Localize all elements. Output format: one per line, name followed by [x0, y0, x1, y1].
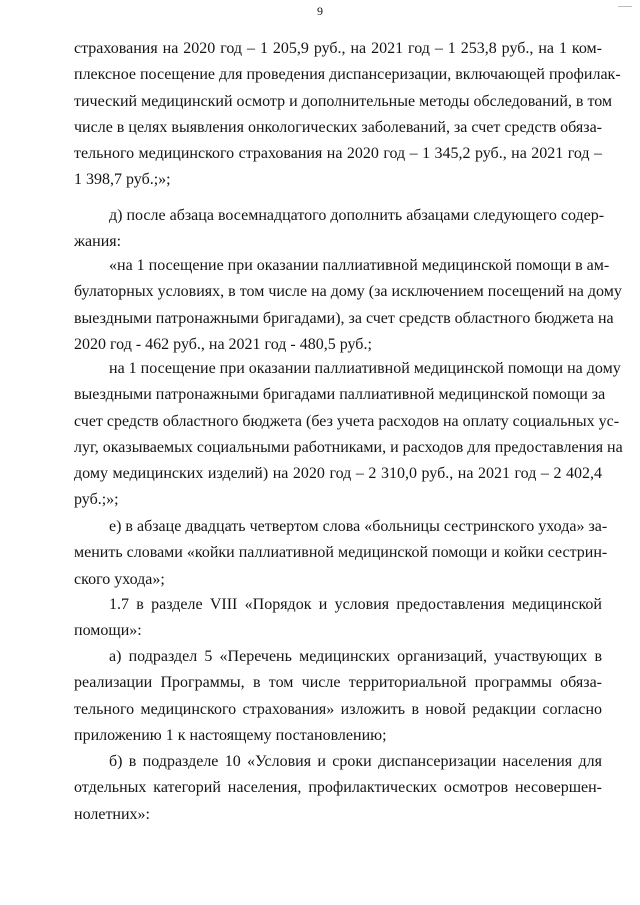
text-line: руб.;»;	[74, 491, 119, 509]
text-line: счет средств областного бюджета (без учета расходов на оплату социальных ус-	[74, 412, 620, 430]
text-line: на 1 посещение при оказании паллиативной медицинской помощи на дому	[109, 360, 621, 377]
text-line: луг, оказываемых социальными работниками, и расходов для предоставления на	[74, 438, 623, 456]
text-line: нолетних»:	[74, 805, 150, 823]
paragraph-p3	[74, 253, 622, 358]
text-line: б) в подразделе 10 «Условия и сроки диспансеризации населения для	[109, 753, 602, 770]
text-line: «на 1 посещение при оказании паллиативной медицинской помощи в ам-	[109, 257, 610, 274]
page-number: 9	[317, 4, 323, 18]
text-line: числе в целях выявления онкологических заболеваний, за счет средств обяза-	[74, 118, 602, 136]
text-line: страхования на 2020 год – 1 205,9 руб., на 2021 год – 1 253,8 руб., на 1 ком-	[74, 40, 602, 57]
text-line: 2020 год - 462 руб., на 2021 год - 480,5 руб.;	[74, 335, 372, 353]
text-line: помощи»:	[74, 622, 142, 640]
text-line: менить словами «койки паллиативной медицинской помощи и койки сестрин-	[74, 544, 608, 562]
paragraph-p7	[74, 644, 602, 749]
paragraph-p8	[74, 749, 602, 828]
text-line: ского ухода»;	[74, 570, 165, 588]
paragraph-p4	[74, 356, 623, 514]
text-line: е) в абзаце двадцать четвертом слова «больницы сестринского ухода» за-	[109, 518, 608, 535]
text-line: а) подраздел 5 «Перечень медицинских организаций, участвующих в	[109, 648, 602, 665]
text-line: жания:	[74, 233, 122, 251]
text-line: плексное посещение для проведения диспансеризации, включающей профилак-	[74, 66, 621, 84]
paragraph-p1	[74, 36, 621, 194]
text-line: 1 398,7 руб.;»;	[74, 171, 171, 189]
paragraph-p5	[74, 514, 608, 593]
paragraph-p6	[74, 592, 602, 645]
text-line: 1.7 в разделе VIII «Порядок и условия предоставления медицинской	[109, 596, 602, 613]
paragraph-p2	[74, 203, 605, 256]
text-line: отдельных категорий населения, профилактических осмотров несовершен-	[74, 779, 602, 797]
text-line: выездными патронажными бригадами), за счет средств областного бюджета на	[74, 309, 614, 327]
text-line: реализации Программы, в том числе территориальной программы обяза-	[74, 674, 602, 692]
text-line: приложению 1 к настоящему постановлению;	[74, 726, 387, 744]
text-line: тельного медицинского страхования» изложить в новой редакции согласно	[74, 700, 602, 718]
text-line: выездными патронажными бригадами паллиативной медицинской помощи за	[74, 386, 606, 404]
text-line: булаторных условиях, в том числе на дому (за исключением посещений на дому	[74, 283, 622, 301]
text-line: тельного медицинского страхования на 2020 год – 1 345,2 руб., на 2021 год –	[74, 145, 602, 163]
text-line: дому медицинских изделий) на 2020 год – 2 310,0 руб., на 2021 год – 2 402,4	[74, 465, 602, 483]
text-line: д) после абзаца восемнадцатого дополнить абзацами следующего содер-	[109, 207, 605, 224]
text-line: тический медицинский осмотр и дополнительные методы обследований, в том	[74, 92, 613, 110]
